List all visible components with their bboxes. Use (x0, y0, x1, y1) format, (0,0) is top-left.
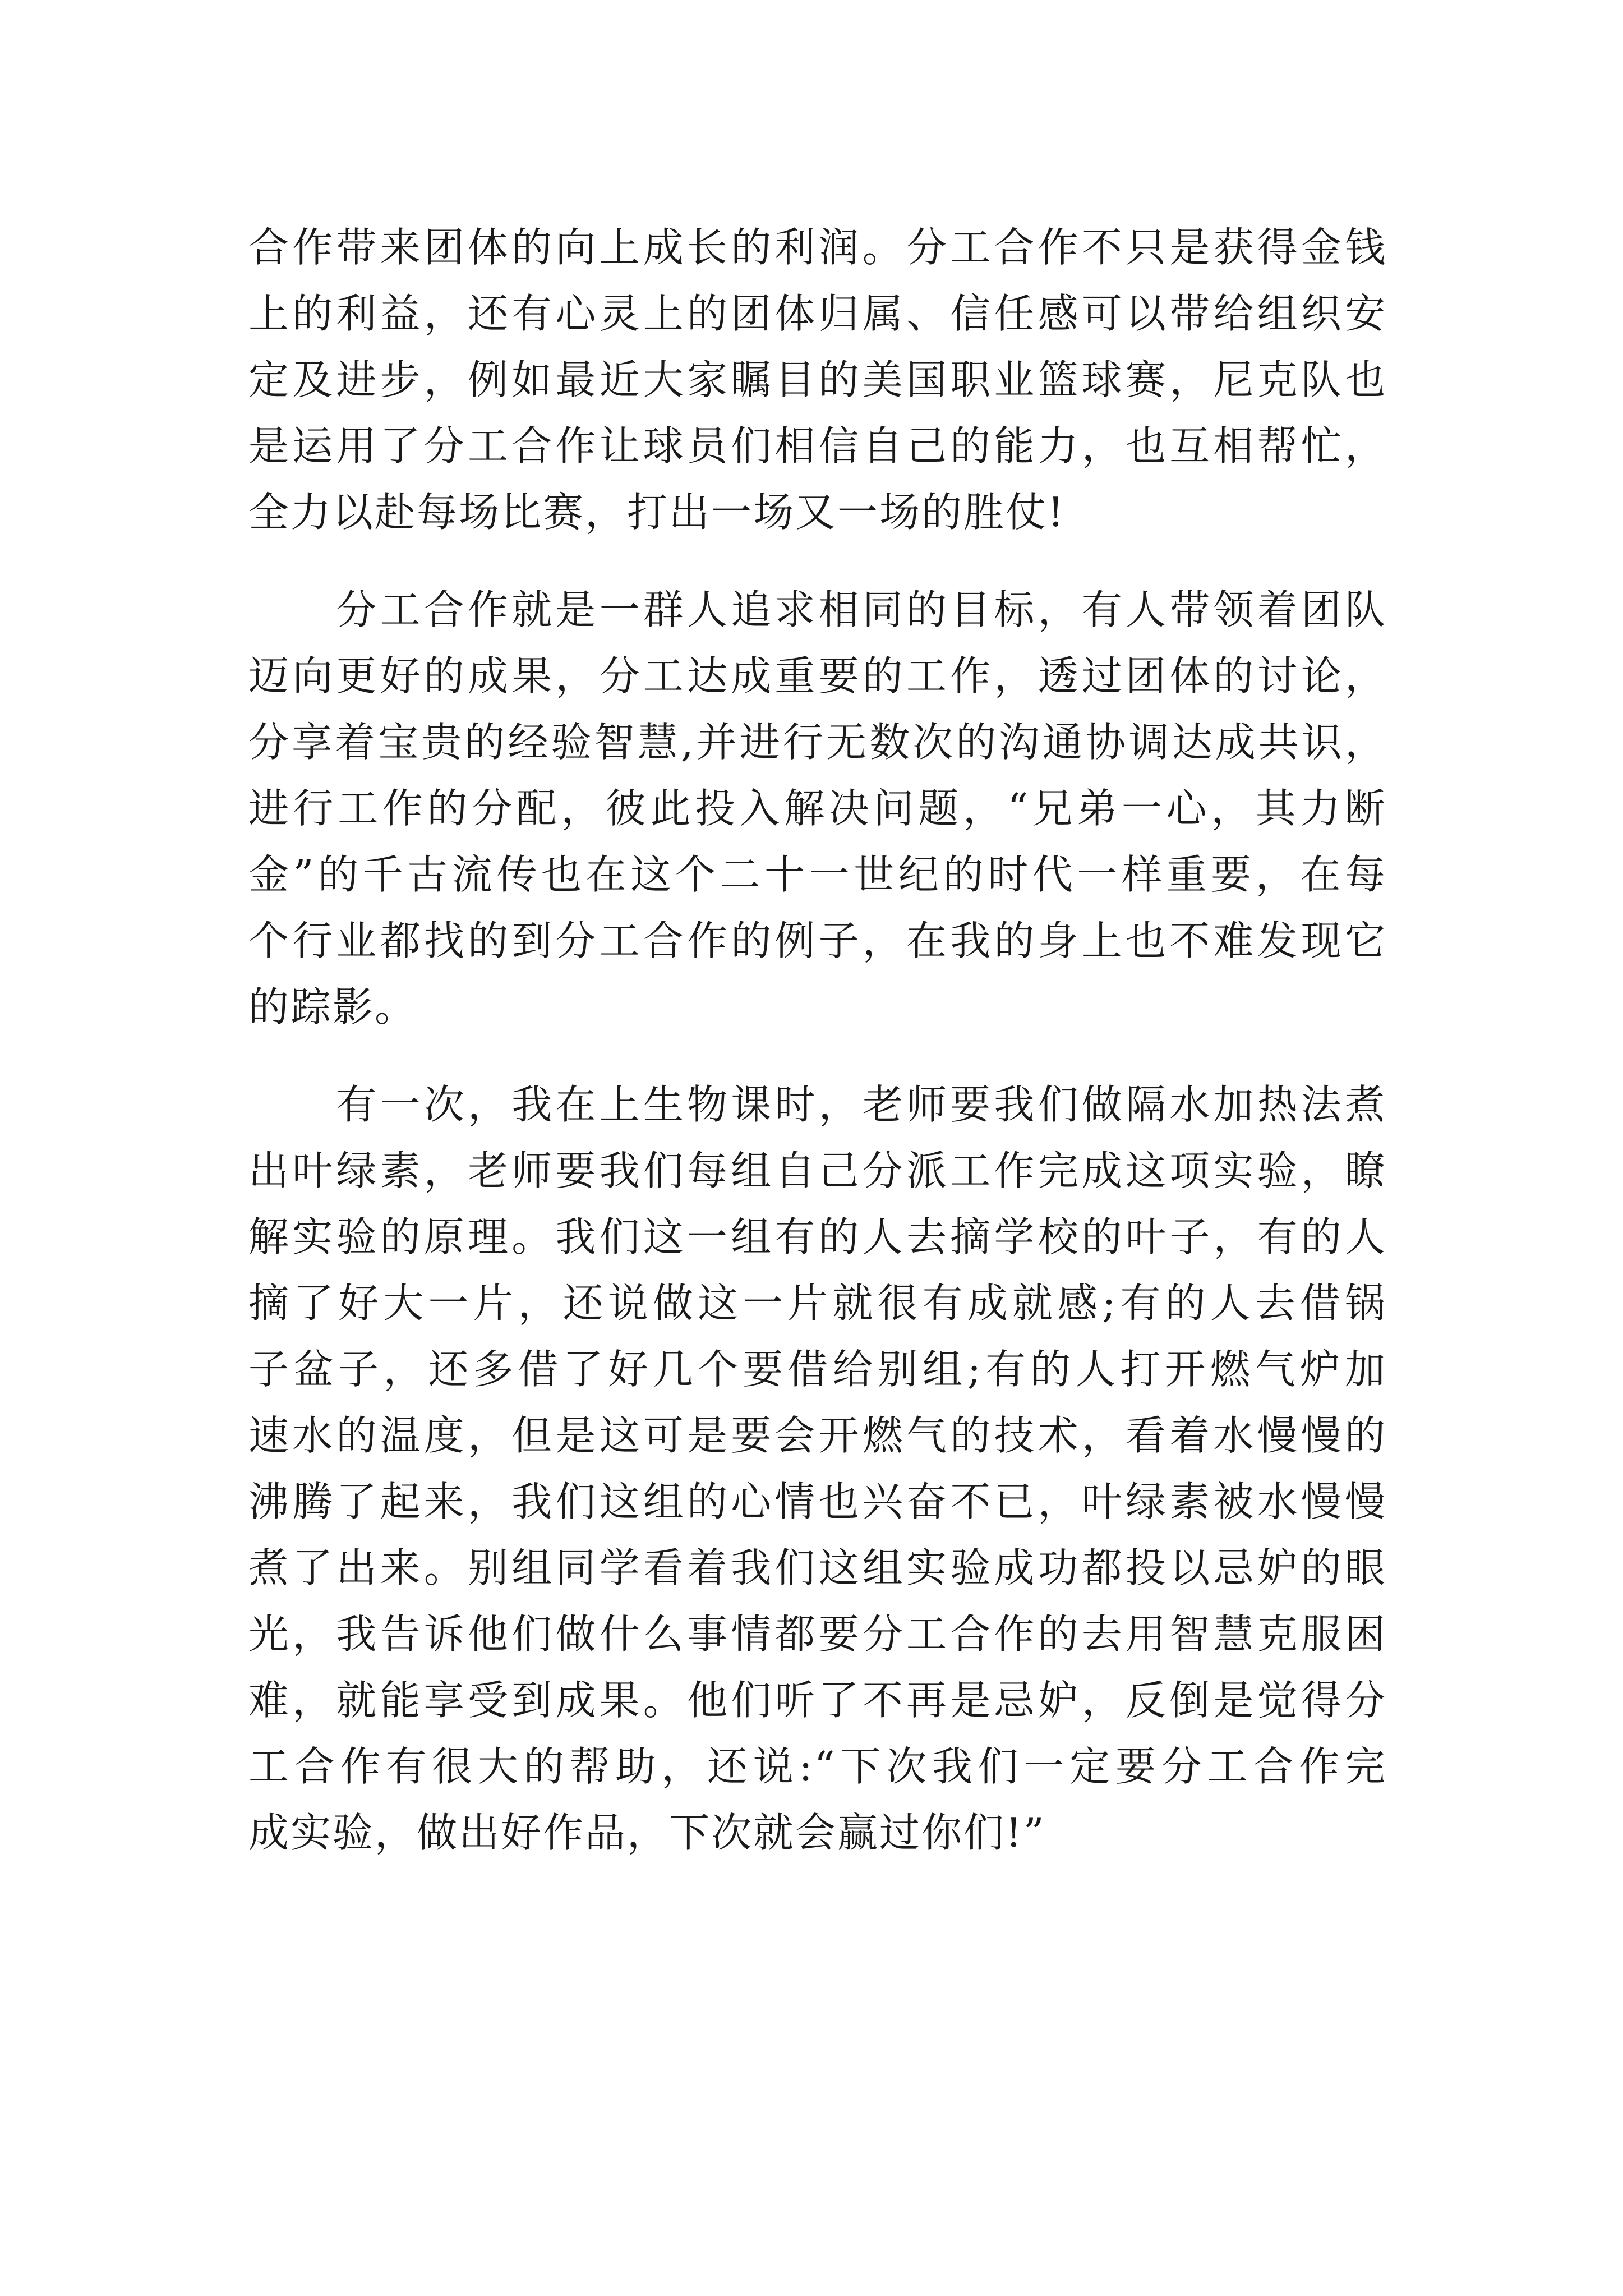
text-line: 金”的千古流传也在这个二十一世纪的时代一样重要，在每 (248, 851, 1387, 898)
text-line: 工合作有很大的帮助，还说:“下次我们一定要分工合作完 (248, 1743, 1387, 1790)
text-line: 子盆子，还多借了好几个要借给别组;有的人打开燃气炉加 (248, 1346, 1387, 1393)
paragraph-2 (248, 577, 1387, 1040)
document-body (248, 214, 1387, 1866)
text-line: 解实验的原理。我们这一组有的人去摘学校的叶子，有的人 (248, 1213, 1387, 1260)
text-line: 难，就能享受到成果。他们听了不再是忌妒，反倒是觉得分 (248, 1677, 1387, 1724)
text-line: 分工合作就是一群人追求相同的目标，有人带领着团队 (248, 586, 1387, 633)
text-line: 上的利益，还有心灵上的团体归属、信任感可以带给组织安 (248, 290, 1387, 337)
text-line: 成实验，做出好作品，下次就会赢过你们!” (248, 1809, 1046, 1856)
text-line: 分享着宝贵的经验智慧,并进行无数次的沟通协调达成共识， (248, 719, 1387, 766)
text-line: 定及进步，例如最近大家瞩目的美国职业篮球赛，尼克队也 (248, 356, 1387, 403)
text-line: 的踪影。 (248, 983, 417, 1030)
text-line: 是运用了分工合作让球员们相信自己的能力，也互相帮忙， (248, 422, 1387, 470)
text-line: 合作带来团体的向上成长的利润。分工合作不只是获得金钱 (248, 224, 1387, 271)
text-line: 速水的温度，但是这可是要会开燃气的技术，看着水慢慢的 (248, 1412, 1387, 1459)
text-line: 进行工作的分配，彼此投入解决问题，“兄弟一心，其力断 (248, 785, 1387, 832)
text-line: 迈向更好的成果，分工达成重要的工作，透过团体的讨论， (248, 652, 1387, 700)
text-line: 全力以赴每场比赛，打出一场又一场的胜仗! (248, 489, 1066, 536)
text-line: 沸腾了起来，我们这组的心情也兴奋不已，叶绿素被水慢慢 (248, 1478, 1387, 1525)
paragraph-gap (248, 1040, 1387, 1071)
text-line: 光，我告诉他们做什么事情都要分工合作的去用智慧克服困 (248, 1611, 1387, 1658)
text-line: 出叶绿素，老师要我们每组自己分派工作完成这项实验，瞭 (248, 1147, 1387, 1194)
paragraph-gap (248, 545, 1387, 577)
text-line: 摘了好大一片，还说做这一片就很有成就感;有的人去借锅 (248, 1280, 1387, 1327)
paragraph-1 (248, 214, 1387, 545)
text-line: 有一次，我在上生物课时，老师要我们做隔水加热法煮 (248, 1081, 1387, 1128)
paragraph-3 (248, 1071, 1387, 1866)
text-line: 煮了出来。别组同学看着我们这组实验成功都投以忌妒的眼 (248, 1544, 1387, 1591)
text-line: 个行业都找的到分工合作的例子，在我的身上也不难发现它 (248, 917, 1387, 964)
